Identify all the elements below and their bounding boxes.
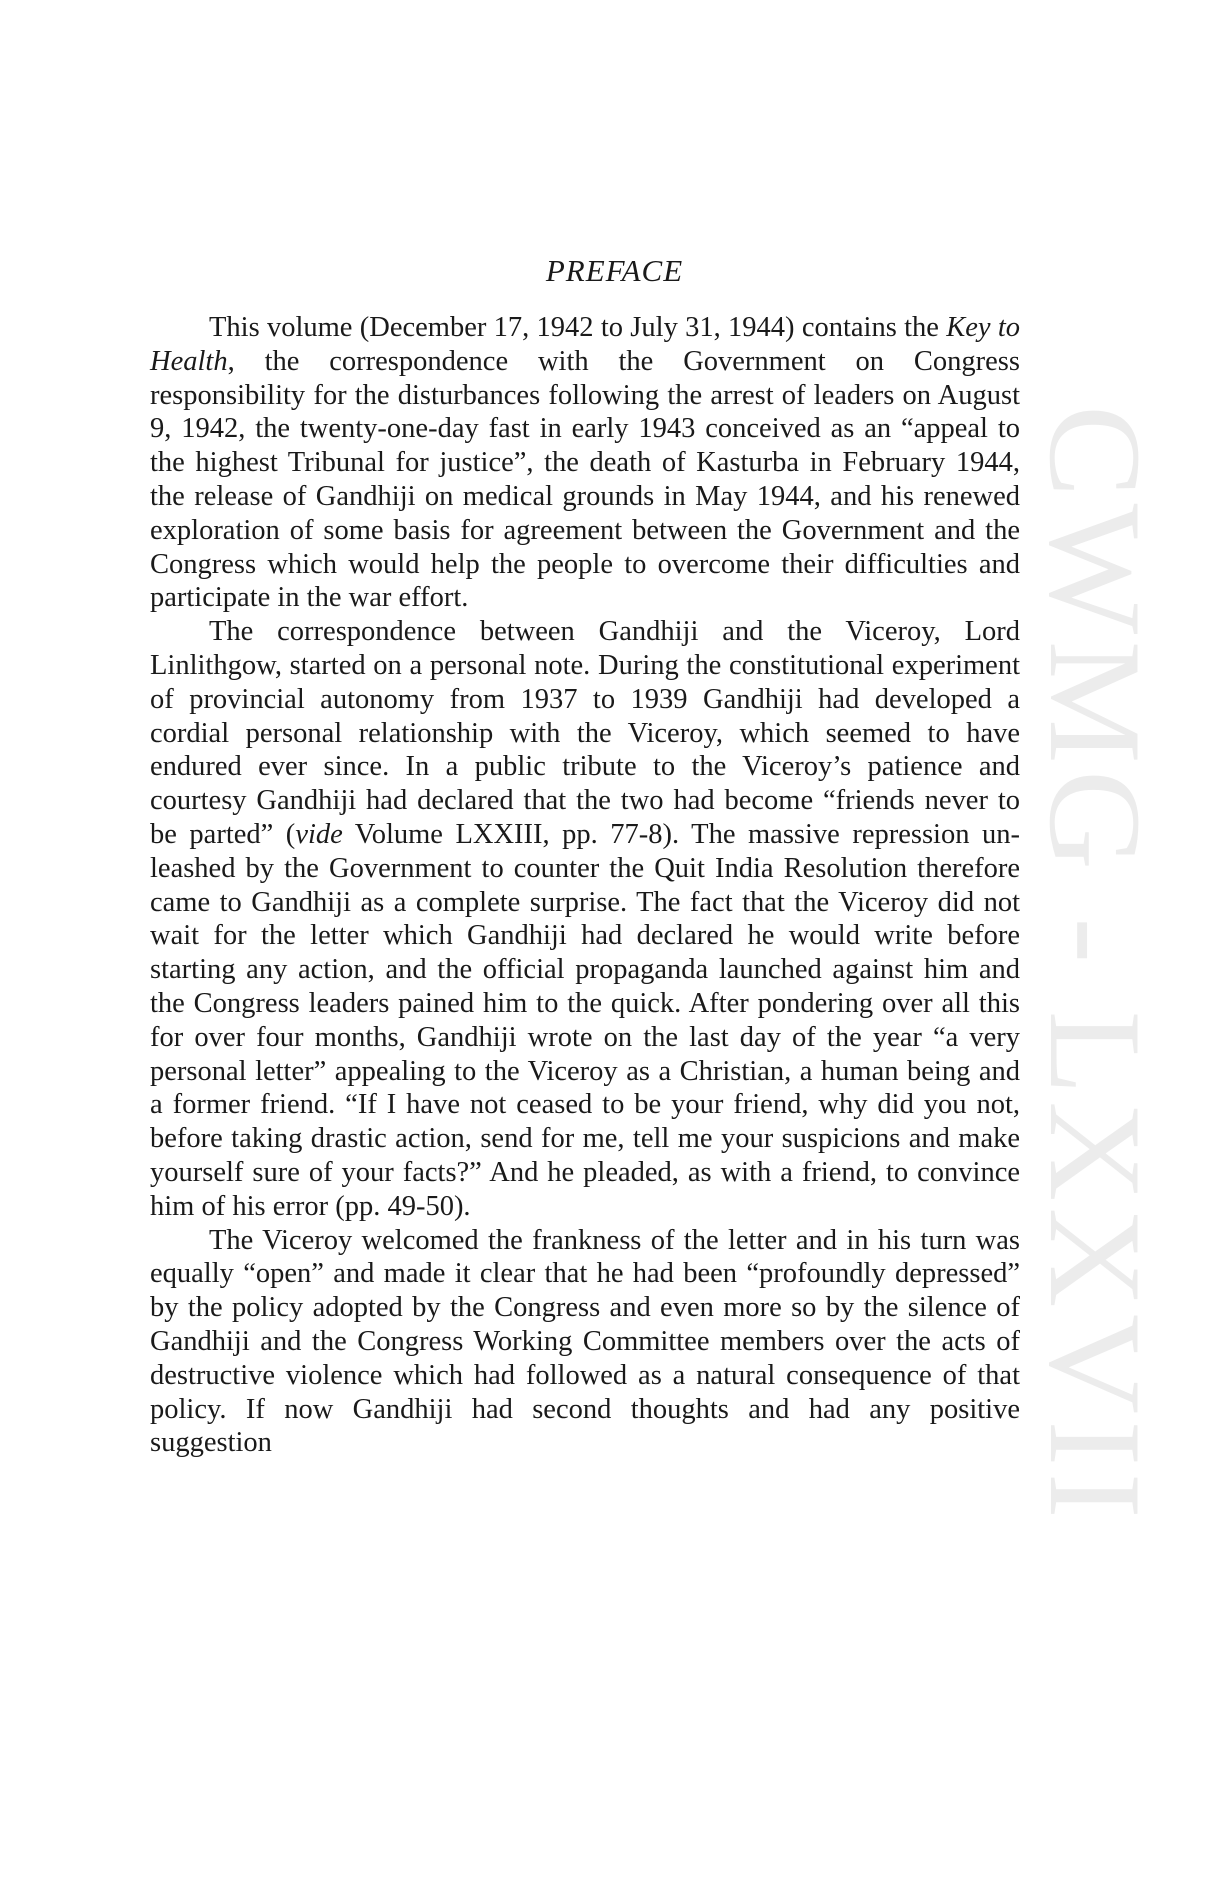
text-run: The correspondence between Gandhiji and the Viceroy, Lord Linlithgow, started on a personal note. During the constitutional experiment of provincial autonomy from 1937 to 1939 Gandhiji had developed a cordial personal relationship with the Viceroy, which seemed to have endured ever since. In a public tribute to the Viceroy’s patience and courtesy Gandhiji had declared that the two had become “friends never to be parted” ( [150,616,1020,850]
italic-text-run: Key to Health [150,312,1020,377]
text-run: The Viceroy welcomed the frankness of the letter and in his turn was equally “open” and made it clear that he had been “profoundly depressed” by the policy adopted by the Congress and even more so by the silence of Gandhiji and the Congress Working Committee members over the acts of destructive violence which had followed as a natural consequence of that policy. If now Gandhiji had second thoughts and had any positive suggestion [150,1224,1020,1459]
preface-body [150,311,1020,1460]
page-title: PREFACE [545,253,684,288]
watermark-text: CWMG - LXXVII [1022,405,1169,1473]
watermark [1015,405,1175,1525]
paragraph-2 [150,615,1020,1223]
text-run: This volume (December 17, 1942 to July 31, 1944) contains the [209,312,947,343]
text-run: , the correspondence with the Government on Congress responsibility for the disturbances following the arrest of leaders on August 9, 1942, the twenty-one-day fast in early 1943 conceived as an “appeal to the highest Tribunal for justice”, the death of Kasturba in February 1944, the release of Gandhiji on medical grounds in May 1944, and his renewed exploration of some basis for agreement between the Government and the Congress which would help the people to overcome their difficulties and participate in the war effort. [150,345,1020,614]
text-run: Volume LXXIII, pp. 77-8). The massive repression unleashed by the Government to counter the Quit India Resolution therefore came to Gandhiji as a complete surprise. The fact that the Viceroy did not wait for the letter which Gandhiji had declared he would write before starting any action, and the official propaganda launched against him and the Congress leaders pained him to the quick. After pondering over all this for over four months, Gandhiji wrote on the last day of the year “a very personal letter” appealing to the Viceroy as a Christian, a human being and a former friend. “If I have not ceased to be your friend, why did you not, before taking drastic action, send for me, tell me your suspicions and make yourself sure of your facts?” And he pleaded, as with a friend, to convince him of his error (pp. 49-50). [150,818,1021,1222]
italic-text-run: vide [295,818,343,850]
paragraph-3 [150,1224,1020,1461]
paragraph-1 [150,311,1020,615]
